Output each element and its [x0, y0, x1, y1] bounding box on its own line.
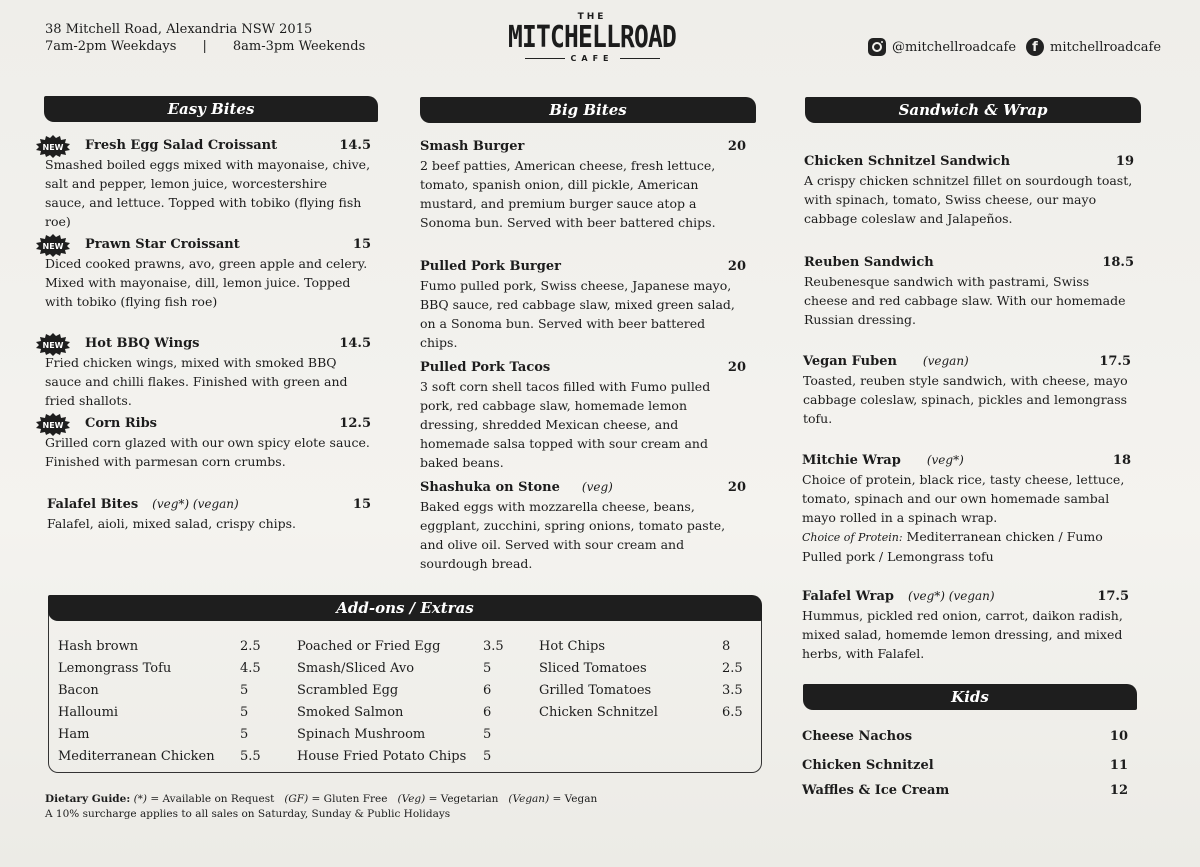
addon-row — [297, 702, 507, 724]
svg-text:NEW: NEW — [42, 420, 64, 430]
kids-item-price: 11 — [1109, 758, 1128, 773]
addon-price: 3.5 — [483, 639, 504, 654]
item-price: 15 — [352, 237, 371, 252]
addon-row — [539, 658, 749, 680]
svg-text:NEW: NEW — [42, 340, 64, 350]
section-banner-addons: Add-ons / Extras — [48, 595, 762, 621]
addon-name: Scrambled Egg — [297, 683, 399, 698]
addon-row — [297, 724, 507, 746]
addon-row — [297, 658, 507, 680]
addon-name: Chicken Schnitzel — [539, 705, 658, 720]
item-price: 17.5 — [1097, 589, 1129, 604]
item-title: Mitchie Wrap — [802, 453, 901, 468]
addon-row — [539, 636, 749, 658]
addons-column — [297, 636, 507, 768]
kids-item-title: Chicken Schnitzel — [802, 758, 934, 773]
addon-name: Lemongrass Tofu — [58, 661, 172, 676]
dietary-symbol: (Veg) — [397, 793, 426, 805]
item-description: Smashed boiled eggs mixed with mayonaise, chive, salt and pepper, lemon juice, worcestershire sauce, and lettuce. Topped with tobiko (flying fish roe) — [45, 157, 371, 229]
item-title: Vegan Fuben — [803, 354, 897, 369]
menu-item — [42, 235, 371, 311]
section-banner-big-bites: Big Bites — [420, 97, 756, 123]
dietary-guide-label: Dietary Guide: — [45, 793, 131, 805]
item-price: 20 — [727, 139, 746, 154]
addon-price: 2.5 — [722, 661, 743, 676]
addon-name: Halloumi — [58, 705, 119, 720]
addon-row — [297, 636, 507, 658]
addon-price: 6.5 — [722, 705, 743, 720]
addon-name: Grilled Tomatoes — [539, 683, 652, 698]
item-price: 14.5 — [339, 336, 371, 351]
addon-price: 4.5 — [240, 661, 261, 676]
addon-price: 2.5 — [240, 639, 261, 654]
addon-name: House Fried Potato Chips — [297, 749, 467, 764]
addon-price: 3.5 — [722, 683, 743, 698]
addon-row — [539, 680, 749, 702]
addon-row — [539, 702, 749, 724]
svg-text:NEW: NEW — [42, 241, 64, 251]
opening-hours — [45, 39, 365, 54]
item-description: Baked eggs with mozzarella cheese, beans, eggplant, zucchini, spring onions, tomato paste, and olive oil. Served with sour cream and sourdough bread. — [420, 499, 726, 571]
dietary-meaning: = Gluten Free — [311, 793, 388, 805]
item-description: Toasted, reuben style sandwich, with cheese, mayo cabbage coleslaw, spinach, pickles and lemongrass tofu. — [803, 373, 1128, 426]
menu-item — [42, 136, 371, 231]
dietary-symbol: (*) — [133, 793, 148, 805]
item-price: 20 — [727, 480, 746, 495]
menu-item — [802, 587, 1129, 663]
addon-name: Smash/Sliced Avo — [297, 661, 415, 676]
facebook-text: mitchellroadcafe — [1050, 39, 1162, 55]
menu-item — [42, 334, 371, 410]
logo-the: THE — [577, 12, 607, 22]
dietary-guide — [45, 792, 597, 807]
instagram-icon — [868, 38, 886, 56]
kids-item — [802, 758, 1128, 773]
item-title: Pulled Pork Tacos — [420, 360, 551, 375]
item-title: Chicken Schnitzel Sandwich — [804, 154, 1011, 169]
menu-item — [420, 478, 746, 573]
item-description: Hummus, pickled red onion, carrot, daikon radish, mixed salad, homemde lemon dressing, and mixed herbs, with Falafel. — [802, 608, 1123, 661]
addon-price: 5 — [240, 705, 249, 720]
item-description: A crispy chicken schnitzel fillet on sourdough toast, with spinach, tomato, Swiss cheese, our mayo cabbage coleslaw and Jalapeños. — [804, 173, 1133, 226]
item-diet-tag: (veg*) (vegan) — [908, 589, 995, 603]
item-description: 2 beef patties, American cheese, fresh lettuce, tomato, spanish onion, dill pickle, American mustard, and premium burger sauce atop a Sonoma bun. Served with beer battered chips. — [420, 158, 716, 230]
addon-price: 5.5 — [240, 749, 261, 764]
facebook-icon: f — [1026, 38, 1044, 56]
menu-item — [47, 495, 371, 533]
item-diet-tag: (vegan) — [922, 354, 969, 368]
addons-column — [539, 636, 749, 724]
item-description: Grilled corn glazed with our own spicy elote sauce. Finished with parmesan corn crumbs. — [45, 435, 370, 469]
addon-price: 6 — [483, 683, 492, 698]
facebook-handle — [1026, 38, 1161, 56]
item-diet-tag: (veg) — [581, 480, 613, 494]
item-title: Pulled Pork Burger — [420, 259, 561, 274]
item-price: 12.5 — [339, 416, 371, 431]
new-badge-icon — [42, 236, 79, 254]
hours-separator: | — [202, 39, 207, 54]
addon-row — [58, 636, 263, 658]
item-title: Hot BBQ Wings — [85, 336, 200, 351]
section-banner-easy-bites: Easy Bites — [44, 96, 378, 122]
menu-item — [802, 451, 1131, 566]
addon-name: Smoked Salmon — [297, 705, 404, 720]
instagram-text: @mitchellroadcafe — [892, 39, 1017, 55]
item-diet-tag: (veg*) — [926, 453, 964, 467]
item-price: 19 — [1115, 154, 1134, 169]
addons-column — [58, 636, 263, 768]
item-description: Falafel, aioli, mixed salad, crispy chips. — [47, 516, 297, 531]
addon-name: Ham — [58, 727, 90, 742]
addon-row — [58, 680, 263, 702]
addon-row — [297, 746, 507, 768]
protein-choice-label: Choice of Protein: — [802, 531, 903, 544]
item-description: Fumo pulled pork, Swiss cheese, Japanese mayo, BBQ sauce, red cabbage slaw, mixed green salad, on a Sonoma bun. Served with beer battered chips. — [420, 278, 735, 350]
svg-text:NEW: NEW — [42, 142, 64, 152]
kids-item — [802, 783, 1128, 798]
new-badge-icon — [42, 415, 79, 433]
kids-item-price: 10 — [1109, 729, 1128, 744]
item-title: Falafel Bites — [47, 497, 139, 512]
item-title: Prawn Star Croissant — [85, 237, 240, 252]
addon-row — [297, 680, 507, 702]
addon-name: Mediterranean Chicken — [58, 749, 215, 764]
protein-choice-options: Mediterranean chicken / Fumo Pulled pork / Lemongrass tofu — [802, 529, 1103, 564]
addon-row — [58, 658, 263, 680]
section-banner-kids: Kids — [803, 684, 1137, 710]
cafe-logo — [480, 12, 704, 63]
addon-name: Spinach Mushroom — [297, 727, 426, 742]
menu-item — [420, 137, 746, 232]
new-badge-icon — [42, 137, 79, 155]
item-description: Fried chicken wings, mixed with smoked BBQ sauce and chilli flakes. Finished with green and fried shallots. — [45, 355, 348, 408]
addon-price: 5 — [483, 749, 492, 764]
menu-item — [420, 257, 746, 352]
item-title: Fresh Egg Salad Croissant — [85, 138, 278, 153]
addon-name: Poached or Fried Egg — [297, 639, 441, 654]
item-title: Falafel Wrap — [802, 589, 895, 604]
instagram-handle — [868, 38, 1016, 56]
item-description: 3 soft corn shell tacos filled with Fumo pulled pork, red cabbage slaw, homemade lemon dressing, shredded Mexican cheese, and homemade salsa topped with sour cream and baked beans. — [420, 379, 711, 470]
item-description: Choice of protein, black rice, tasty cheese, lettuce, tomato, spinach and our own homemade sambal mayo rolled in a spinach wrap. — [802, 472, 1125, 525]
dietary-meaning: = Vegan — [552, 793, 598, 805]
section-banner-sandwich-wrap: Sandwich & Wrap — [805, 97, 1141, 123]
item-title: Reuben Sandwich — [804, 255, 934, 270]
addon-name: Sliced Tomatoes — [539, 661, 647, 676]
item-title: Shashuka on Stone — [420, 480, 560, 495]
addon-price: 5 — [240, 683, 249, 698]
addon-name: Hash brown — [58, 639, 139, 654]
item-diet-tag: (veg*) (vegan) — [152, 497, 239, 511]
logo-name: MITCHELLROAD — [508, 20, 676, 55]
menu-item — [804, 253, 1134, 329]
addon-name: Bacon — [58, 683, 99, 698]
item-price: 14.5 — [339, 138, 371, 153]
addon-price: 5 — [240, 727, 249, 742]
addon-price: 8 — [722, 639, 731, 654]
addon-row — [58, 746, 263, 768]
item-price: 20 — [727, 360, 746, 375]
hours-weekends: 8am-3pm Weekends — [232, 39, 366, 54]
dietary-meaning: = Vegetarian — [428, 793, 499, 805]
dietary-symbol: (Vegan) — [508, 793, 550, 805]
item-protein-choice — [802, 527, 1131, 566]
kids-item-title: Cheese Nachos — [802, 729, 913, 744]
menu-item — [42, 414, 371, 471]
surcharge-note: A 10% surcharge applies to all sales on Saturday, Sunday & Public Holidays — [45, 808, 451, 820]
item-description: Reubenesque sandwich with pastrami, Swiss cheese and red cabbage slaw. With our homemade Russian dressing. — [804, 274, 1126, 327]
cafe-address: 38 Mitchell Road, Alexandria NSW 2015 — [45, 22, 313, 37]
item-price: 18.5 — [1102, 255, 1134, 270]
footer-notes — [45, 792, 597, 822]
item-title: Smash Burger — [420, 139, 525, 154]
item-price: 20 — [727, 259, 746, 274]
addon-price: 5 — [483, 661, 492, 676]
menu-item — [420, 358, 746, 472]
item-price: 17.5 — [1099, 354, 1131, 369]
addon-price: 6 — [483, 705, 492, 720]
item-title: Corn Ribs — [85, 416, 157, 431]
addon-row — [58, 724, 263, 746]
item-price: 15 — [352, 497, 371, 512]
kids-item-title: Waffles & Ice Cream — [802, 783, 950, 798]
kids-item — [802, 729, 1128, 744]
dietary-meaning: = Available on Request — [150, 793, 275, 805]
menu-item — [803, 352, 1131, 428]
kids-item-price: 12 — [1109, 783, 1128, 798]
addon-name: Hot Chips — [539, 639, 605, 654]
dietary-symbol: (GF) — [284, 793, 309, 805]
new-badge-icon — [42, 335, 79, 353]
addon-price: 5 — [483, 727, 492, 742]
item-description: Diced cooked prawns, avo, green apple and celery. Mixed with mayonaise, dill, lemon juice. Topped with tobiko (flying fish roe) — [45, 256, 368, 309]
item-price: 18 — [1112, 453, 1131, 468]
menu-item — [804, 152, 1134, 228]
addon-row — [58, 702, 263, 724]
hours-weekdays: 7am-2pm Weekdays — [45, 39, 177, 54]
logo-cafe: CAFE — [480, 54, 704, 63]
